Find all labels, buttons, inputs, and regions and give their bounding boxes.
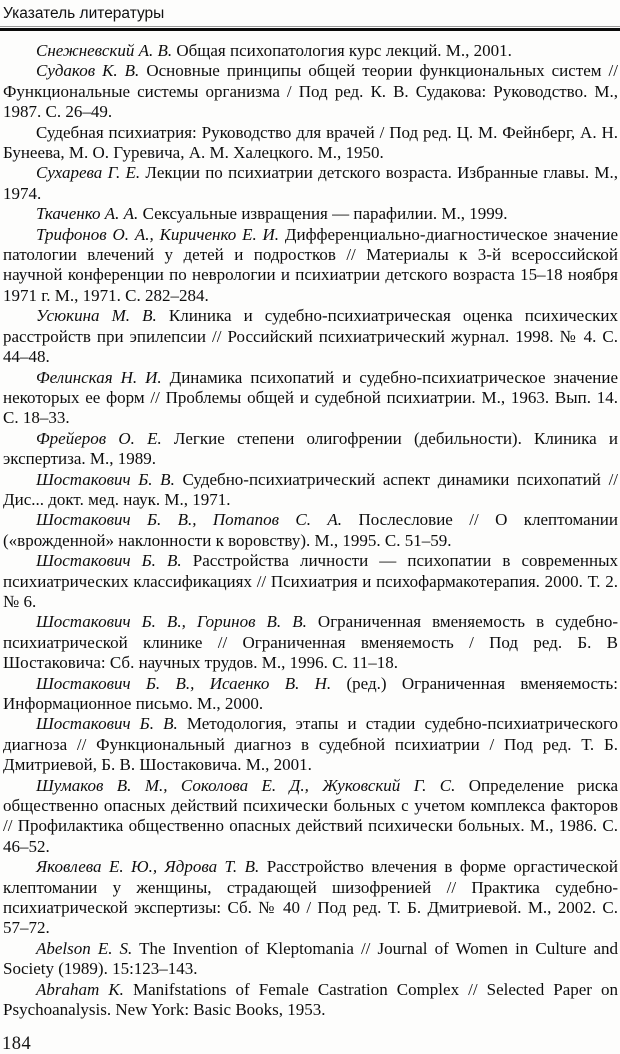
bib-entry-author: Фрейеров О. Е. <box>36 428 162 448</box>
bib-entry <box>3 41 618 61</box>
bib-entry <box>3 123 618 164</box>
bib-entry-author: Шостакович Б. В., Потапов С. А. <box>36 510 343 530</box>
bib-entry-text: The Invention of Kleptomania // Journal of Women in Culture and Society (1989). 15:123–143. <box>3 938 618 979</box>
bib-entry-text: Расстройство влечения в форме оргастической клептомании у женщины, страдающей шизофренией // Практика судебно-психиатрической экспертизы: Сб. № 40 / Под ред. Т. Б. Дмитриевой. М., 2002. С. 57–72. <box>3 857 618 938</box>
bib-entry-text: Общая психопатология курс лекций. М., 2001. <box>176 41 512 60</box>
running-header: Указатель литературы <box>3 5 165 22</box>
bib-entry <box>3 470 618 511</box>
bib-entry-text: Методология, этапы и стадии судебно-психиатрического диагноза // Функциональный диагноз в судебной психиатрии / Под ред. Т. Б. Дмитриевой, Б. В. Шостаковича. М., 2001. <box>3 714 619 775</box>
bib-entry-author: Abelson E. S. <box>36 938 133 958</box>
bib-entry-author: Шостакович Б. В. <box>36 469 175 489</box>
bib-entry <box>3 225 618 307</box>
bib-entry-author: Шостакович Б. В., Исаенко В. Н. <box>36 673 332 693</box>
bib-entry-author: Шостакович Б. В. <box>36 551 182 571</box>
bib-entry-text: Расстройства личности — психопатии в современных психиатрических классификациях // Психиатрия и психофармакотерапия. 2000. Т. 2. № 6. <box>3 551 619 611</box>
bib-entry <box>3 510 618 551</box>
bib-entry-text: Динамика психопатий и судебно-психиатрическое значение некоторых ее форм // Проблемы общей и судебной психиатрии. М., 1963. Вып. 14. С. 18–33. <box>3 367 619 428</box>
bib-entry-author: Снежневский А. В. <box>36 41 173 60</box>
bib-entry <box>3 857 618 939</box>
bib-entry <box>3 163 618 204</box>
bib-entry-text: Сексуальные извращения — парафилии. М., 1999. <box>142 204 508 224</box>
page-number: 184 <box>2 1033 32 1054</box>
bib-entry-author: Судаков К. В. <box>36 61 140 81</box>
bib-entry <box>3 61 618 122</box>
bib-entry <box>3 306 618 367</box>
bib-entry-author: Ткаченко А. А. <box>36 204 139 224</box>
bib-entry-text: Manifstations of Female Castration Complex // Selected Paper on Psychoanalysis. New York: Basic Books, 1953. <box>3 979 619 1020</box>
bib-entry <box>3 980 618 1021</box>
bib-entry <box>3 714 618 775</box>
bib-entry <box>3 776 618 858</box>
bib-entry <box>3 429 618 470</box>
bib-entry-author: Шостакович Б. В. <box>36 714 178 734</box>
bibliography-list <box>0 31 620 1021</box>
bib-entry <box>3 939 618 980</box>
bib-entry-author: Шумаков В. М., Соколова Е. Д., Жуковский Г. С. <box>36 775 456 795</box>
bib-entry-text: Судебная психиатрия: Руководство для врачей / Под ред. Ц. М. Фейнберг, А. Н. Бунеева, М. О. Гуревича, А. М. Халецкого. М., 1950. <box>3 122 618 163</box>
bib-entry-text: Ограниченная вменяемость в судебно-психиатрической клинике // Ограниченная вменяемость / Под ред. Б. В Шостаковича: Сб. научных трудов. М., 1996. С. 11–18. <box>3 612 619 673</box>
bib-entry <box>3 612 618 673</box>
bib-entry-text: Судебно-психиатрический аспект динамики психопатий // Дис... докт. мед. наук. М., 1971. <box>3 469 619 509</box>
bib-entry-text: Клиника и судебно-психиатрическая оценка психических расстройств при эпилепсии // Российский психиатрический журнал. 1998. № 4. С. 44–48. <box>3 306 618 367</box>
bib-entry-text: Лекции по психиатрии детского возраста. Избранные главы. М., 1974. <box>3 163 618 203</box>
bib-entry <box>3 674 618 715</box>
bib-entry-text: Легкие степени олигофрении (дебильности). Клиника и экспертиза. М., 1989. <box>3 428 618 469</box>
bib-entry <box>3 368 618 429</box>
bib-entry <box>3 551 618 612</box>
bib-entry-text: Послесловие // О клептомании («врожденной» наклонности к воровству). М., 1995. С. 51–59. <box>3 510 618 550</box>
bib-entry-author: Сухарева Г. Е. <box>36 163 141 183</box>
bib-entry-author: Усюкина М. В. <box>36 306 157 326</box>
bib-entry-text: Основные принципы общей теории функциональных систем // Функциональные системы организма / Под ред. К. В. Судакова: Руководство. М., 1987. С. 26–49. <box>3 61 619 122</box>
bib-entry-author: Шостакович Б. В., Горинов В. В. <box>36 612 307 632</box>
bib-entry-text: Дифференциально-диагностическое значение патологии влечений у детей и подростков // Материалы к 3-й всероссийской научной конференции по неврологии и психиатрии детского возраста 15–18 ноября 1971 г. М., 1971. С. 282–284. <box>3 224 618 305</box>
header-rule-thin <box>0 26 620 27</box>
bib-entry-text: (ред.) Ограниченная вменяемость: Информационное письмо. М., 2000. <box>3 673 618 713</box>
bib-entry-author: Фелинская Н. И. <box>36 367 162 387</box>
bib-entry-author: Трифонов О. А., Кириченко Е. И. <box>36 224 280 244</box>
bib-entry-author: Abraham K. <box>36 979 124 999</box>
bib-entry <box>3 204 618 224</box>
bib-entry-author: Яковлева Е. Ю., Ядрова Т. В. <box>36 857 260 877</box>
bib-entry-text: Определение риска общественно опасных действий психически больных с учетом комплекса факторов // Профилактика общественно опасных действий психически больных. М., 1986. С. 46–52. <box>3 775 618 856</box>
